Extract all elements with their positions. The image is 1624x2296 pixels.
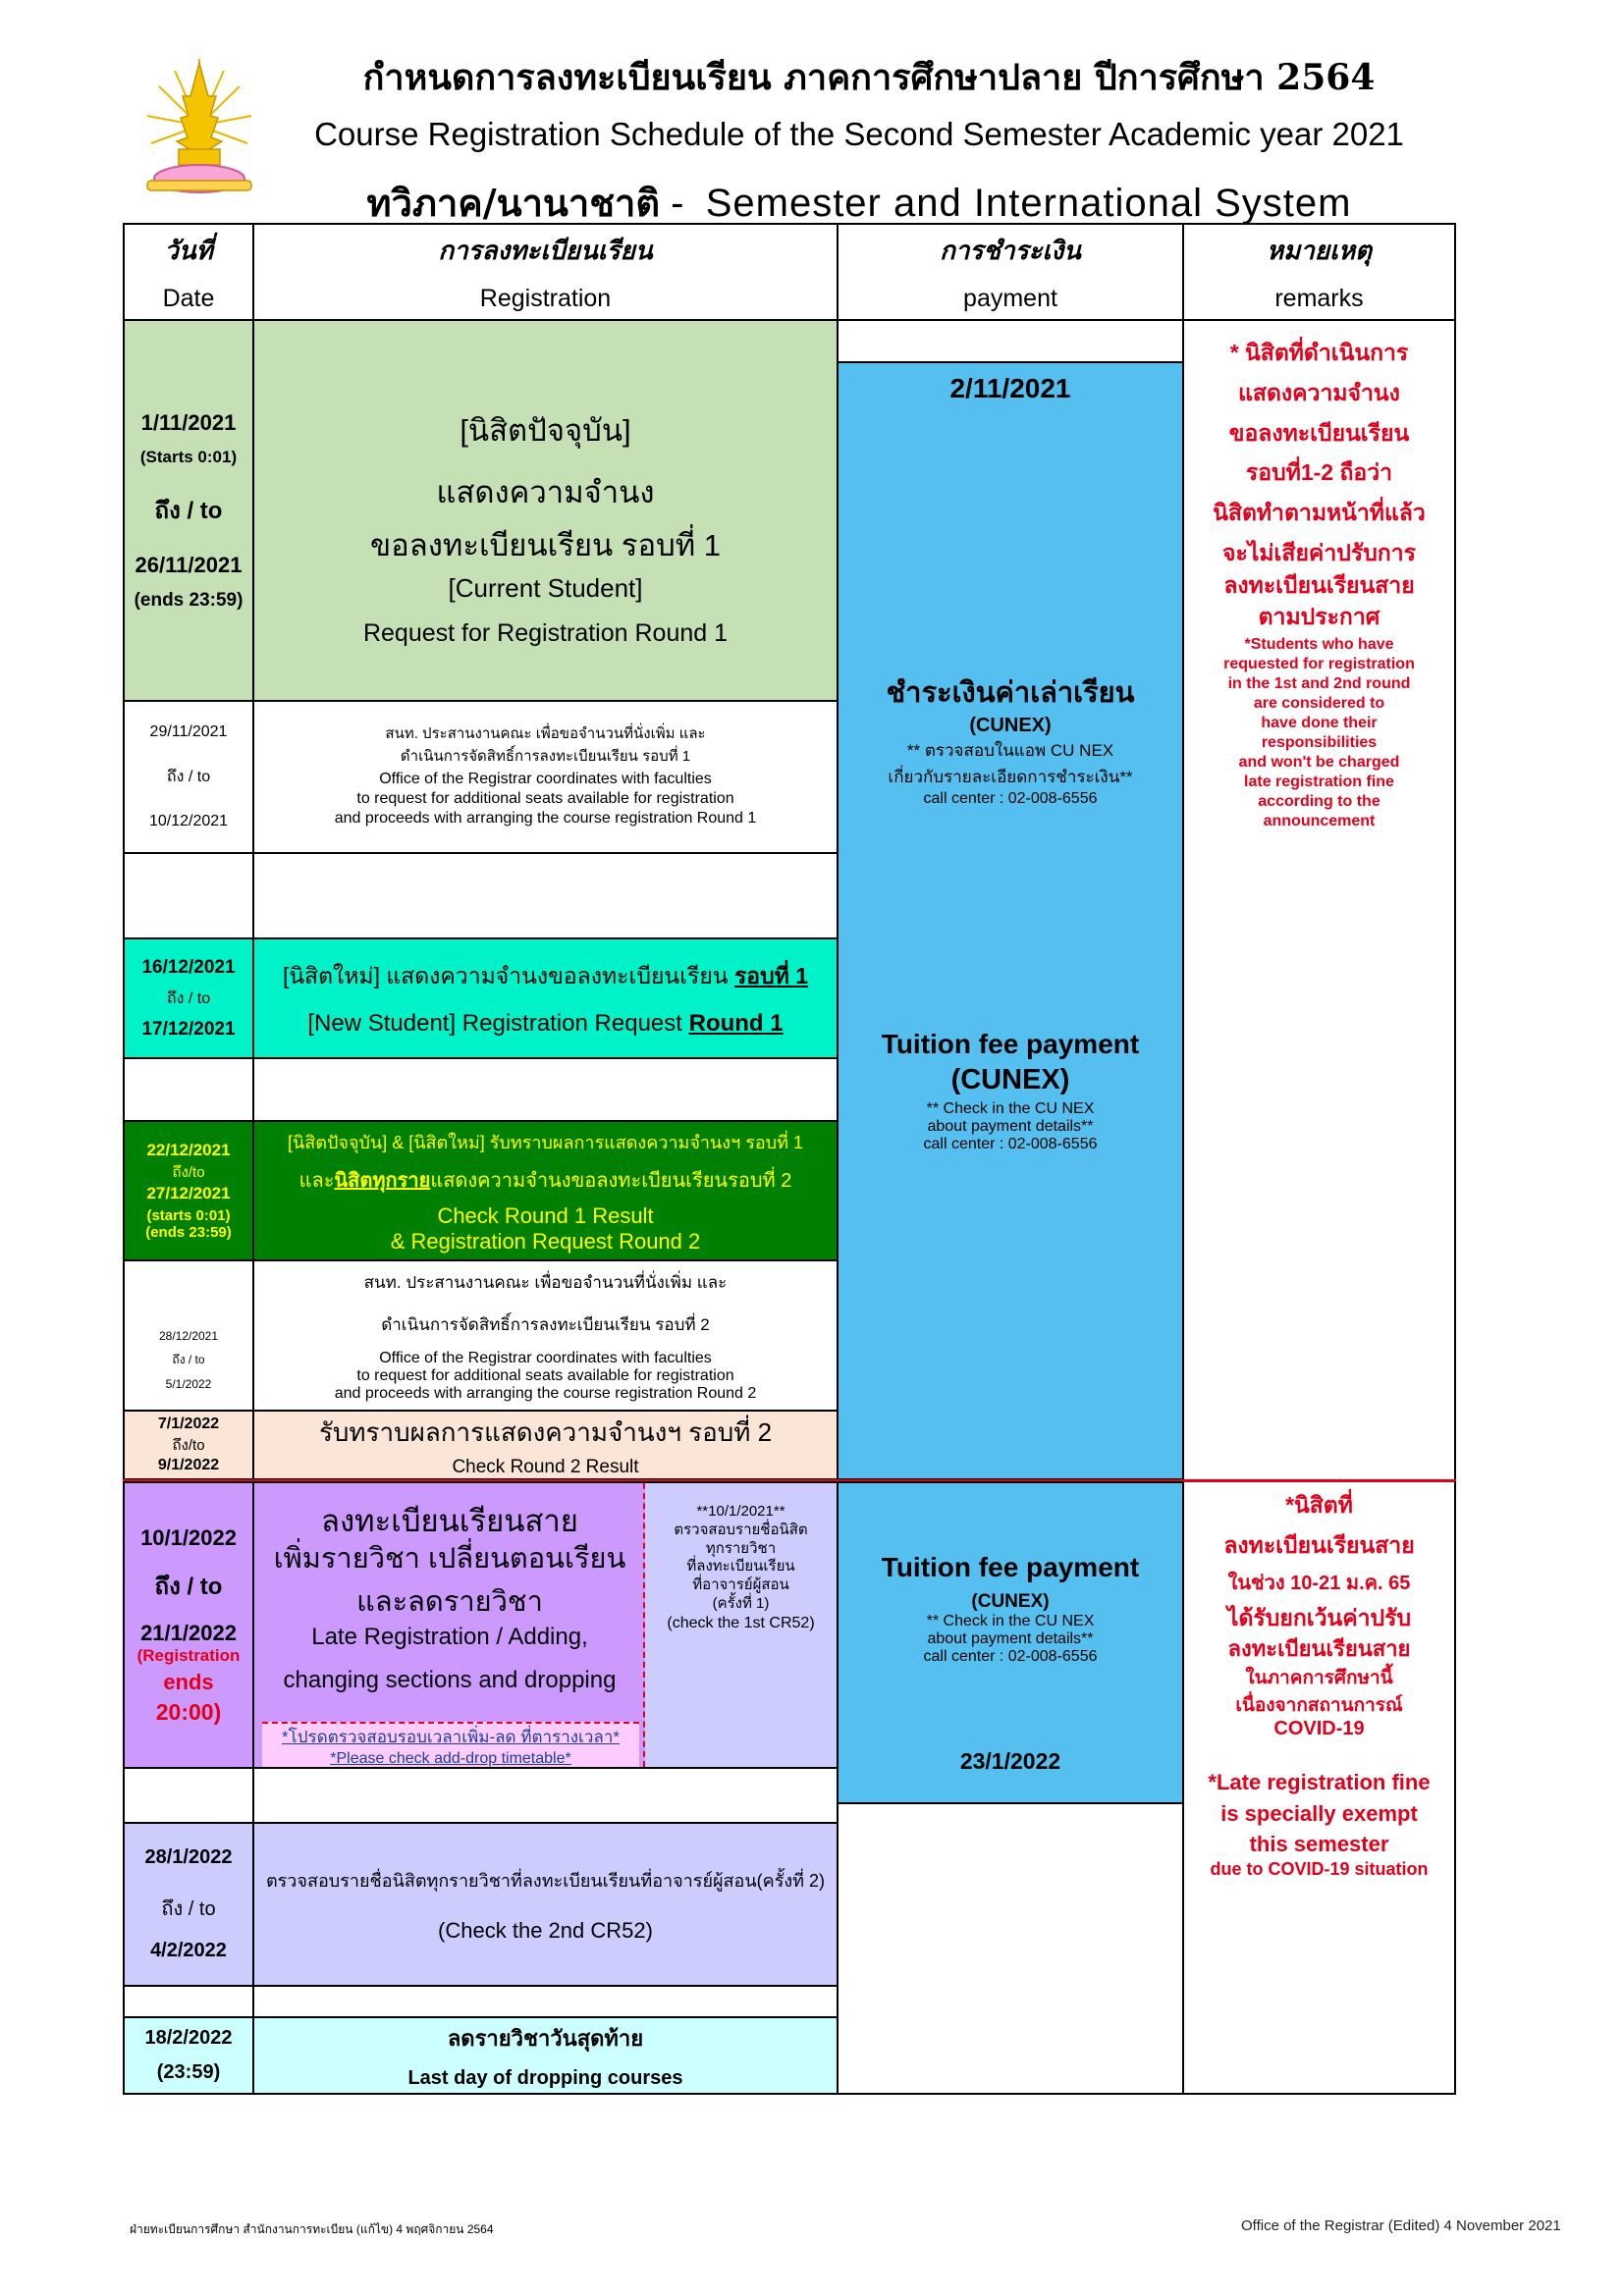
remarks1-en10: announcement: [1263, 813, 1376, 829]
remarks2-th6: ในภาคการศึกษานี้: [1245, 1667, 1393, 1688]
payment1-en-note1: ** Check in the CU NEX: [926, 1100, 1095, 1117]
payment-1: [837, 361, 1184, 1480]
r8-registration: [252, 1822, 839, 1987]
header-registration: [252, 223, 839, 321]
header-payment: [837, 223, 1184, 321]
remarks-1: [1182, 319, 1456, 1480]
remarks1-en9: according to the: [1258, 793, 1380, 810]
r7-side2: ตรวจสอบรายชื่อนิสิต: [674, 1521, 808, 1538]
remarks2-th1: *นิสิตที่: [1285, 1492, 1353, 1518]
header-date-th: วันที่: [164, 237, 213, 266]
r2-th1: สนท. ประสานงานคณะ เพื่อขอจำนวนที่นั่งเพิ่ม และ: [385, 724, 706, 742]
r3-en-round: Round 1: [688, 1010, 784, 1037]
payment1-en2: (CUNEX): [950, 1064, 1070, 1095]
r6-date-to: 9/1/2022: [157, 1457, 220, 1473]
r5-en2: to request for additional seats available for registration: [356, 1366, 734, 1384]
payment2-en1: Tuition fee payment: [881, 1552, 1140, 1582]
remarks1-th5: นิสิตทำตามหน้าที่แล้ว: [1213, 500, 1426, 525]
remarks2-en3: this semester: [1249, 1832, 1389, 1857]
r2-to: ถึง / to: [166, 769, 211, 785]
r7-registration: [252, 1481, 645, 1769]
title-english: Course Registration Schedule of the Second Semester Academic year 2021: [314, 116, 1404, 152]
r4-th1: [นิสิตปัจจุบัน] & [นิสิตใหม่] รับทราบผลการแสดงความจำนงฯ รอบที่ 1: [288, 1132, 803, 1152]
r5-date-from: 28/12/2021: [158, 1329, 219, 1343]
remarks1-th3: ขอลงทะเบียนเรียน: [1228, 419, 1410, 446]
r2-date-from: 29/11/2021: [149, 723, 228, 740]
remarks1-en1: *Students who have: [1244, 636, 1394, 653]
r3-registration: [252, 937, 839, 1059]
payment1-call2: call center : 02-008-6556: [923, 1136, 1098, 1152]
title-thai: กำหนดการลงทะเบียนเรียน ภาคการศึกษาปลาย ปีการศึกษา 2564: [362, 57, 1376, 98]
remarks1-th6: จะไม่เสียค่าปรับการ: [1222, 539, 1416, 565]
r2-en1: Office of the Registrar coordinates with faculties: [379, 771, 712, 788]
remarks1-en6: responsibilities: [1261, 734, 1378, 751]
r7-note-th: *โปรดตรวจสอบรอบเวลาเพิ่ม-ลด ที่ตารางเวลา*: [282, 1727, 620, 1746]
r2-registration: [252, 700, 839, 854]
university-emblem-icon: [139, 57, 259, 204]
remarks2-en4: due to COVID-19 situation: [1210, 1858, 1429, 1879]
r7-side-note: [645, 1481, 839, 1769]
r2-date-to: 10/12/2021: [148, 813, 229, 829]
empty-cell-reg-1: [252, 852, 839, 939]
remarks2-th7: เนื่องจากสถานการณ์: [1235, 1694, 1403, 1716]
remarks1-th7: ลงทะเบียนเรียนสาย: [1223, 571, 1415, 598]
r5-registration: [252, 1259, 839, 1412]
r4-date: [123, 1120, 254, 1261]
r7-side3: ทุกรายวิชา: [705, 1539, 777, 1557]
remarks2-en2: is specially exempt: [1220, 1800, 1418, 1826]
r9-time: (23:59): [156, 2061, 221, 2083]
r7-th3: และลดรายวิชา: [356, 1586, 543, 1618]
r8-date: [123, 1822, 254, 1987]
r5-en3: and proceeds with arranging the course registration Round 2: [334, 1384, 757, 1402]
r7-side1: **10/1/2021**: [696, 1503, 785, 1520]
r7-reg-ends: (Registration: [136, 1645, 241, 1665]
r8-th: ตรวจสอบรายชื่อนิสิตทุกรายวิชาที่ลงทะเบียนเรียนที่อาจารย์ผู้สอน(ครั้งที่ 2): [265, 1870, 826, 1891]
r8-date-from: 28/1/2022: [144, 1846, 233, 1868]
empty-cell-date-2: [123, 1057, 254, 1122]
r7-th1: ลงทะเบียนเรียนสาย: [321, 1504, 578, 1538]
r6-th: รับทราบผลการแสดงความจำนงฯ รอบที่ 2: [318, 1416, 773, 1447]
r5-to: ถึง / to: [172, 1353, 205, 1366]
payment1-date-start: 2/11/2021: [949, 373, 1071, 403]
remarks1-en8: late registration fine: [1244, 774, 1394, 790]
r4-th2-ul: นิสิตทุกราย: [334, 1169, 431, 1192]
header-registration-th: การลงทะเบียนเรียน: [438, 237, 653, 266]
header-remarks: [1182, 223, 1456, 321]
schedule-table: [123, 223, 1456, 2095]
remarks1-en7: and won't be charged: [1238, 754, 1400, 771]
r7-en2: changing sections and dropping: [283, 1667, 617, 1694]
payment2-call: call center : 02-008-6556: [923, 1648, 1098, 1665]
empty-cell-date-3: [123, 1767, 254, 1824]
r2-en3: and proceeds with arranging the course registration Round 1: [334, 810, 757, 828]
remarks1-en5: have done their: [1261, 715, 1378, 731]
header-remarks-en: remarks: [1274, 285, 1364, 312]
header-registration-en: Registration: [479, 285, 612, 312]
r3-to: ถึง / to: [166, 989, 211, 1007]
r3-th: [283, 959, 808, 994]
r6-date-from: 7/1/2022: [157, 1415, 220, 1432]
r1-en2: Request for Registration Round 1: [362, 619, 729, 648]
payment-2: [837, 1481, 1184, 1804]
footer-left-thai: ฝ่ายทะเบียนการศึกษา สำนักงานการทะเบียน (แก้ไข) 4 พฤศจิกายน 2564: [130, 2222, 494, 2236]
r5-th1: สนท. ประสานงานคณะ เพื่อขอจำนวนที่นั่งเพิ่ม และ: [363, 1272, 728, 1292]
r7-side7: (check the 1st CR52): [667, 1614, 815, 1631]
r6-en: Check Round 2 Result: [452, 1456, 639, 1477]
payment2-cunex: (CUNEX): [971, 1591, 1050, 1612]
r7-date-from: 10/1/2022: [140, 1524, 237, 1550]
r7-ends: ends: [163, 1669, 214, 1694]
remarks1-th2: แสดงความจำนง: [1238, 379, 1400, 405]
r7-th2: เพิ่มรายวิชา เปลี่ยนตอนเรียน: [273, 1542, 626, 1575]
r7-time: 20:00): [155, 1698, 222, 1725]
r1-date-note: (Starts 0:01): [139, 447, 238, 466]
system-title-separator: -: [660, 182, 706, 225]
system-title-english: Semester and International System: [705, 182, 1352, 225]
payment1-call: call center : 02-008-6556: [923, 790, 1098, 807]
r5-date: [123, 1259, 254, 1412]
r2-en2: to request for additional seats available for registration: [356, 790, 734, 808]
r4-en2: & Registration Request Round 2: [390, 1228, 701, 1254]
r6-to: ถึง/to: [172, 1437, 205, 1454]
r4-en1: Check Round 1 Result: [437, 1202, 654, 1228]
r5-en1: Office of the Registrar coordinates with faculties: [379, 1349, 712, 1366]
payment-empty-bottom: [837, 1802, 1184, 2095]
r7-to: ถึง / to: [154, 1573, 223, 1600]
r3-en-pre: [New Student] Registration Request: [307, 1010, 689, 1037]
header-remarks-th: หมายเหตุ: [1266, 237, 1373, 266]
r8-date-to: 4/2/2022: [150, 1940, 227, 1961]
r5-th2: ดำเนินการจัดสิทธิ์การลงทะเบียนเรียน รอบที่ 2: [381, 1314, 710, 1334]
payment2-note2: about payment details**: [927, 1630, 1094, 1647]
r7-side6: (ครั้งที่ 1): [712, 1594, 770, 1612]
remarks-2: [1182, 1481, 1456, 2095]
r4-date-from: 22/12/2021: [146, 1141, 231, 1159]
header-payment-th: การชำระเงิน: [940, 237, 1081, 266]
system-title-thai: ทวิภาค/นานาชาติ: [366, 181, 661, 225]
payment1-th-note2: เกี่ยวกับรายละเอียดการชำระเงิน**: [888, 768, 1133, 786]
r7-en1: Late Registration / Adding,: [311, 1624, 588, 1651]
empty-cell-reg-2: [252, 1057, 839, 1122]
r3-th-round: รอบที่ 1: [733, 963, 809, 988]
payment1-cunex: (CUNEX): [969, 715, 1052, 736]
remarks2-th5: ลงทะเบียนเรียนสาย: [1227, 1636, 1411, 1662]
r2-date: [123, 700, 254, 854]
r8-en: (Check the 2nd CR52): [438, 1917, 653, 1943]
r9-th: ลดรายวิชาวันสุดท้าย: [447, 2026, 644, 2051]
payment-header-empty: [837, 319, 1184, 363]
r8-to: ถึง / to: [161, 1898, 216, 1920]
r1-date-from: 1/11/2021: [140, 409, 237, 435]
r7-note-en: *Please check add-drop timetable*: [330, 1749, 571, 1767]
r9-registration: [252, 2016, 839, 2095]
r9-date: [123, 2016, 254, 2095]
payment1-th: ชำระเงินค่าเล่าเรียน: [886, 677, 1135, 709]
r7-date-to: 21/1/2022: [140, 1620, 237, 1645]
r4-th2-pre: และ: [298, 1169, 335, 1192]
r3-th-pre: [นิสิตใหม่] แสดงความจำนงขอลงทะเบียนเรียน: [282, 963, 734, 988]
r9-en: Last day of dropping courses: [407, 2067, 683, 2089]
payment2-note1: ** Check in the CU NEX: [926, 1613, 1095, 1629]
payment1-th-note1: ** ตรวจสอบในแอพ CU NEX: [906, 741, 1114, 760]
r1-date-end: (ends 23:59): [134, 589, 244, 611]
remarks1-th1: * นิสิตที่ดำเนินการ: [1229, 340, 1409, 365]
remarks1-th8: ตามประกาศ: [1258, 604, 1380, 630]
r1-th1: [นิสิตปัจจุบัน]: [460, 412, 631, 448]
header-date: [123, 223, 254, 321]
r1-th2: แสดงความจำนง: [436, 474, 655, 509]
remarks2-th4: ได้รับยกเว้นค่าปรับ: [1226, 1604, 1412, 1630]
r5-date-to: 5/1/2022: [165, 1377, 212, 1391]
empty-cell-reg-3: [252, 1767, 839, 1824]
r7-side4: ที่ลงทะเบียนเรียน: [686, 1558, 795, 1575]
r4-th2-post: แสดงความจำนงขอลงทะเบียนเรียนรอบที่ 2: [430, 1169, 792, 1192]
r1-date: [123, 319, 254, 702]
header-date-en: Date: [162, 285, 215, 312]
r4-end: (ends 23:59): [145, 1224, 232, 1241]
r4-to: ถึง/to: [172, 1164, 205, 1181]
r1-date-to: 26/11/2021: [135, 552, 243, 577]
r7-date: [123, 1481, 254, 1769]
r7-side5: ที่อาจารย์ผู้สอน: [692, 1576, 789, 1593]
r6-date: [123, 1410, 254, 1480]
empty-cell-date-1: [123, 852, 254, 939]
empty-cell-reg-4: [252, 1985, 839, 2018]
r1-th3: ขอลงทะเบียนเรียน รอบที่ 1: [369, 528, 722, 563]
r4-start: (starts 0:01): [146, 1207, 231, 1224]
r3-date-from: 16/12/2021: [141, 956, 236, 978]
remarks1-en4: are considered to: [1253, 695, 1385, 712]
r3-date-to: 17/12/2021: [141, 1018, 236, 1040]
r9-date: 18/2/2022: [144, 2027, 233, 2049]
r4-date-to: 27/12/2021: [146, 1184, 231, 1202]
r2-th2: ดำเนินการจัดสิทธิ์การลงทะเบียนเรียน รอบที่ 1: [400, 747, 691, 765]
remarks1-th4: รอบที่1-2 ถือว่า: [1245, 459, 1393, 486]
payment2-date-end: 23/1/2022: [959, 1748, 1061, 1774]
remarks2-th3: ในช่วง 10-21 ม.ค. 65: [1227, 1572, 1411, 1594]
r7-note: [262, 1722, 639, 1767]
payment1-en1: Tuition fee payment: [881, 1029, 1140, 1059]
remarks2-th2: ลงทะเบียนเรียนสาย: [1223, 1531, 1415, 1558]
r1-en1: [Current Student]: [448, 573, 643, 604]
remarks1-en2: requested for registration: [1223, 656, 1415, 672]
remarks2-en1: *Late registration fine: [1208, 1770, 1431, 1795]
payment1-en-note2: about payment details**: [927, 1118, 1094, 1135]
r1-registration: [252, 319, 839, 702]
remarks2-th8: COVID-19: [1273, 1718, 1365, 1740]
remarks1-en3: in the 1st and 2nd round: [1227, 675, 1411, 692]
r4-th2: [299, 1164, 792, 1196]
empty-cell-date-4: [123, 1985, 254, 2018]
r6-registration: [252, 1410, 839, 1480]
r3-en: [307, 1010, 783, 1038]
r4-registration: [252, 1120, 839, 1261]
footer-right-english: Office of the Registrar (Edited) 4 November 2021: [1241, 2217, 1561, 2234]
r1-to: ถึง / to: [154, 497, 223, 524]
r3-date: [123, 937, 254, 1059]
header-payment-en: payment: [963, 285, 1057, 312]
